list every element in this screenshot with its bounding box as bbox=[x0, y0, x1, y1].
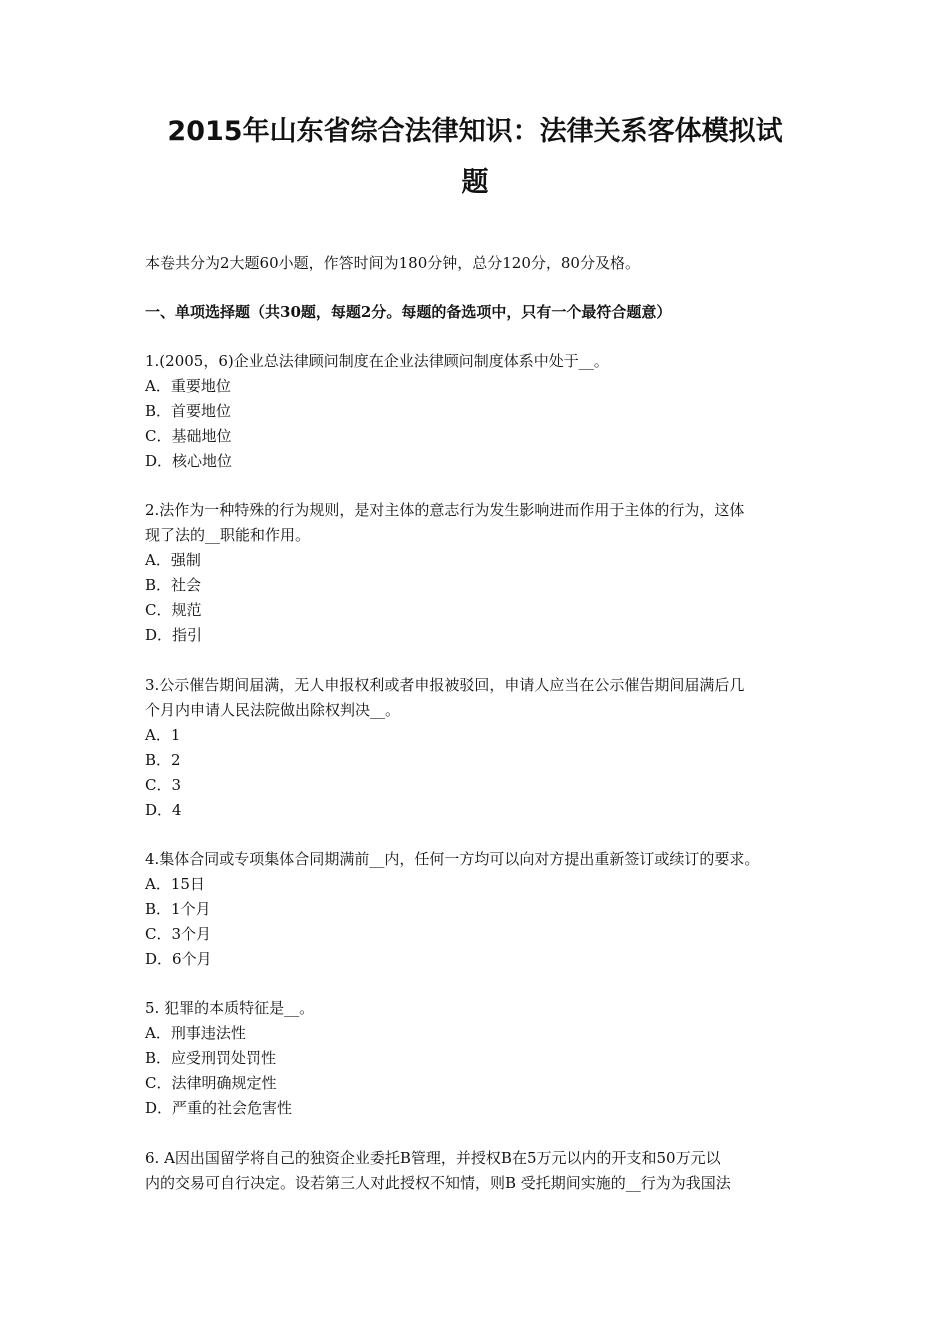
question-3 bbox=[145, 673, 825, 823]
question-2 bbox=[145, 498, 825, 648]
question-5 bbox=[145, 996, 825, 1121]
document-title-line-2: 题 bbox=[461, 167, 489, 198]
section-heading: 一、单项选择题（共30题，每题2分。每题的备选项中，只有一个最符合题意） bbox=[145, 303, 672, 321]
question-stem-cont: 内的交易可自行决定。设若第三人对此授权不知情，则B 受托期间实施的__行为为我国法 bbox=[145, 1174, 731, 1192]
exam-intro: 本卷共分为2大题60小题，作答时间为180分钟，总分120分，80分及格。 bbox=[145, 254, 640, 272]
option-d: D．指引 bbox=[145, 626, 203, 644]
option-b: B．应受刑罚处罚性 bbox=[145, 1049, 277, 1067]
question-stem: 2.法作为一种特殊的行为规则，是对主体的意志行为发生影响进而作用于主体的行为，这体 bbox=[145, 501, 745, 519]
option-d: D．6个月 bbox=[145, 950, 212, 968]
question-stem: 5. 犯罪的本质特征是__。 bbox=[145, 999, 315, 1017]
document-title-line-1: 2015年山东省综合法律知识：法律关系客体模拟试 bbox=[167, 116, 783, 147]
question-6 bbox=[145, 1146, 825, 1196]
question-stem: 1.(2005，6)企业总法律顾问制度在企业法律顾问制度体系中处于__。 bbox=[145, 352, 609, 370]
option-a: A．15日 bbox=[145, 875, 205, 893]
option-a: A．重要地位 bbox=[145, 377, 231, 395]
question-stem: 4.集体合同或专项集体合同期满前__内，任何一方均可以向对方提出重新签订或续订的要求。 bbox=[145, 850, 760, 868]
option-a: A．1 bbox=[145, 726, 181, 744]
question-1 bbox=[145, 349, 825, 474]
option-c: C．法律明确规定性 bbox=[145, 1074, 277, 1092]
option-c: C．基础地位 bbox=[145, 427, 232, 445]
question-stem: 3.公示催告期间届满，无人申报权利或者申报被驳回，申请人应当在公示催告期间届满后几 bbox=[145, 676, 745, 694]
question-stem: 6. A因出国留学将自己的独资企业委托B管理，并授权B在5万元以内的开支和50万元以 bbox=[145, 1149, 721, 1167]
option-c: C．3个月 bbox=[145, 925, 212, 943]
option-c: C．3 bbox=[145, 776, 182, 794]
option-c: C．规范 bbox=[145, 601, 202, 619]
option-b: B．社会 bbox=[145, 576, 202, 594]
question-stem-cont: 现了法的__职能和作用。 bbox=[145, 526, 311, 544]
option-b: B．2 bbox=[145, 751, 181, 769]
question-stem-cont: 个月内申请人民法院做出除权判决__。 bbox=[145, 701, 401, 719]
option-d: D．4 bbox=[145, 801, 182, 819]
option-a: A．刑事违法性 bbox=[145, 1024, 246, 1042]
question-4 bbox=[145, 847, 825, 972]
option-b: B．首要地位 bbox=[145, 402, 232, 420]
option-d: D．严重的社会危害性 bbox=[145, 1099, 293, 1117]
option-b: B．1个月 bbox=[145, 900, 211, 918]
option-a: A．强制 bbox=[145, 551, 201, 569]
option-d: D．核心地位 bbox=[145, 452, 233, 470]
